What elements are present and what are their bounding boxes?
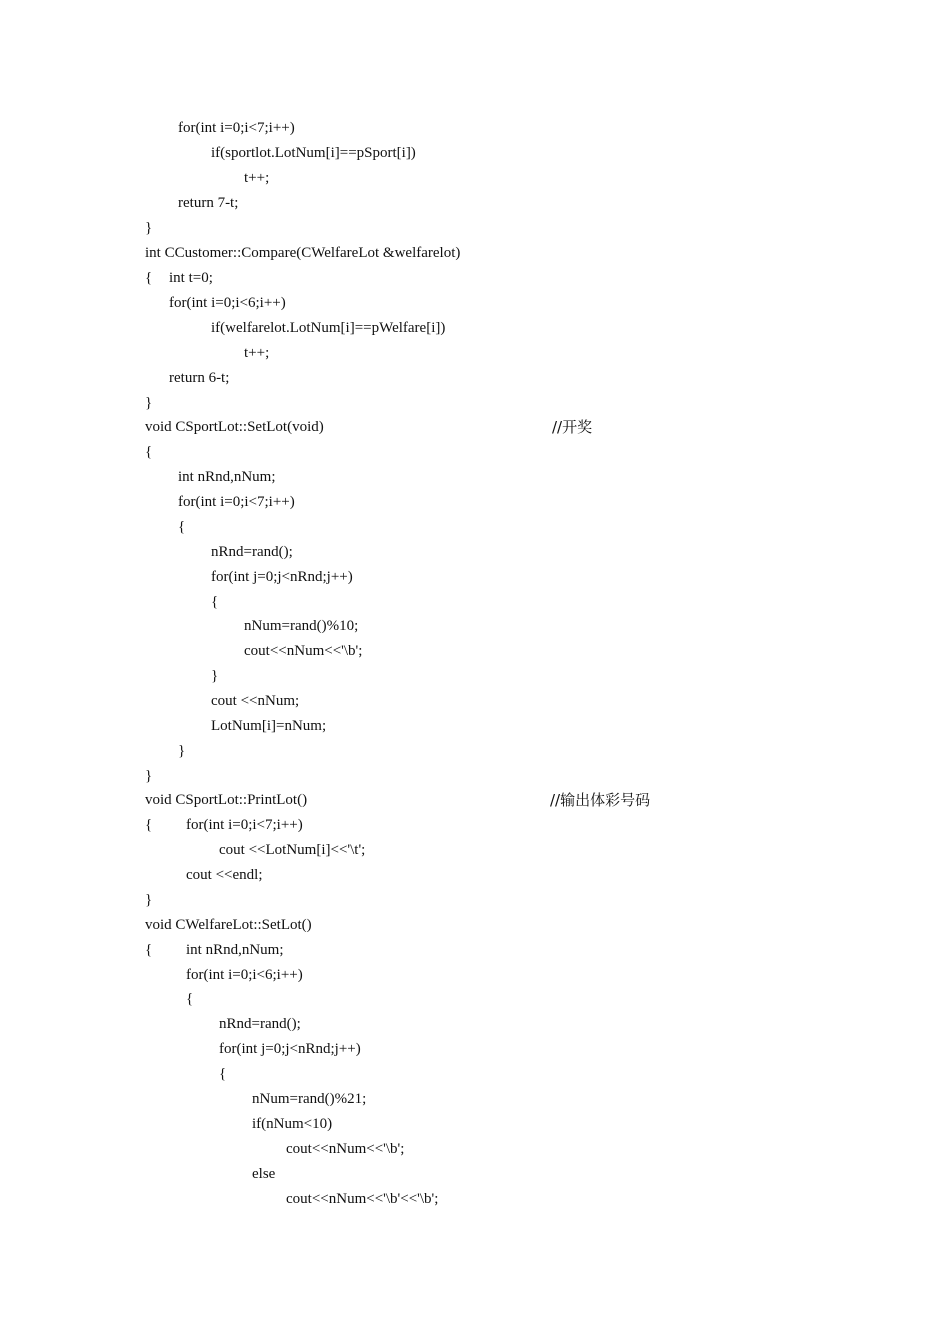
code-line: for(int i=0;i<7;i++) [178,494,295,510]
code-line: void CWelfareLot::SetLot() [145,917,312,933]
code-line: nNum=rand()%21; [252,1091,367,1107]
code-line: if(nNum<10) [252,1116,333,1132]
code-line: cout<<nNum<<'\b'; [244,643,363,659]
code-line: int t=0; [169,270,213,286]
code-line: } [211,668,219,684]
code-line: { [145,942,153,958]
code-line: cout <<LotNum[i]<<'\t'; [219,842,366,858]
code-line: void CSportLot::PrintLot() [145,792,308,808]
code-line: cout<<nNum<<'\b'<<'\b'; [286,1191,439,1207]
code-line: { [145,270,153,286]
code-line: { [211,594,219,610]
code-line: { [145,444,153,460]
code-line: if(welfarelot.LotNum[i]==pWelfare[i]) [211,320,446,336]
code-line: for(int i=0;i<7;i++) [186,817,303,833]
code-line: t++; [244,170,270,186]
code-line: return 7-t; [178,195,239,211]
code-line: void CSportLot::SetLot(void) [145,419,324,435]
code-line: for(int j=0;j<nRnd;j++) [211,569,353,585]
code-line: int nRnd,nNum; [186,942,284,958]
code-line: { [219,1066,227,1082]
code-comment: //开奖 [552,418,593,436]
code-line: nRnd=rand(); [219,1016,301,1032]
code-line: int CCustomer::Compare(CWelfareLot &welfarelot) [145,245,461,261]
code-line: for(int i=0;i<6;i++) [186,967,303,983]
code-line: } [145,395,153,411]
code-line: LotNum[i]=nNum; [211,718,327,734]
code-line: else [252,1166,276,1182]
code-line: int nRnd,nNum; [178,469,276,485]
code-line: nRnd=rand(); [211,544,293,560]
code-line: for(int i=0;i<7;i++) [178,120,295,136]
code-line: } [145,220,153,236]
code-line: t++; [244,345,270,361]
code-line: for(int j=0;j<nRnd;j++) [219,1041,361,1057]
code-line: nNum=rand()%10; [244,618,359,634]
code-line: } [145,768,153,784]
code-line: { [186,991,194,1007]
code-line: cout<<nNum<<'\b'; [286,1141,405,1157]
code-line: for(int i=0;i<6;i++) [169,295,286,311]
code-line: } [178,743,186,759]
code-line: cout <<endl; [186,867,263,883]
code-line: cout <<nNum; [211,693,300,709]
code-line: { [178,519,186,535]
code-line: if(sportlot.LotNum[i]==pSport[i]) [211,145,416,161]
code-comment: //输出体彩号码 [550,791,651,809]
code-line: { [145,817,153,833]
code-line: } [145,892,153,908]
code-line: return 6-t; [169,370,230,386]
